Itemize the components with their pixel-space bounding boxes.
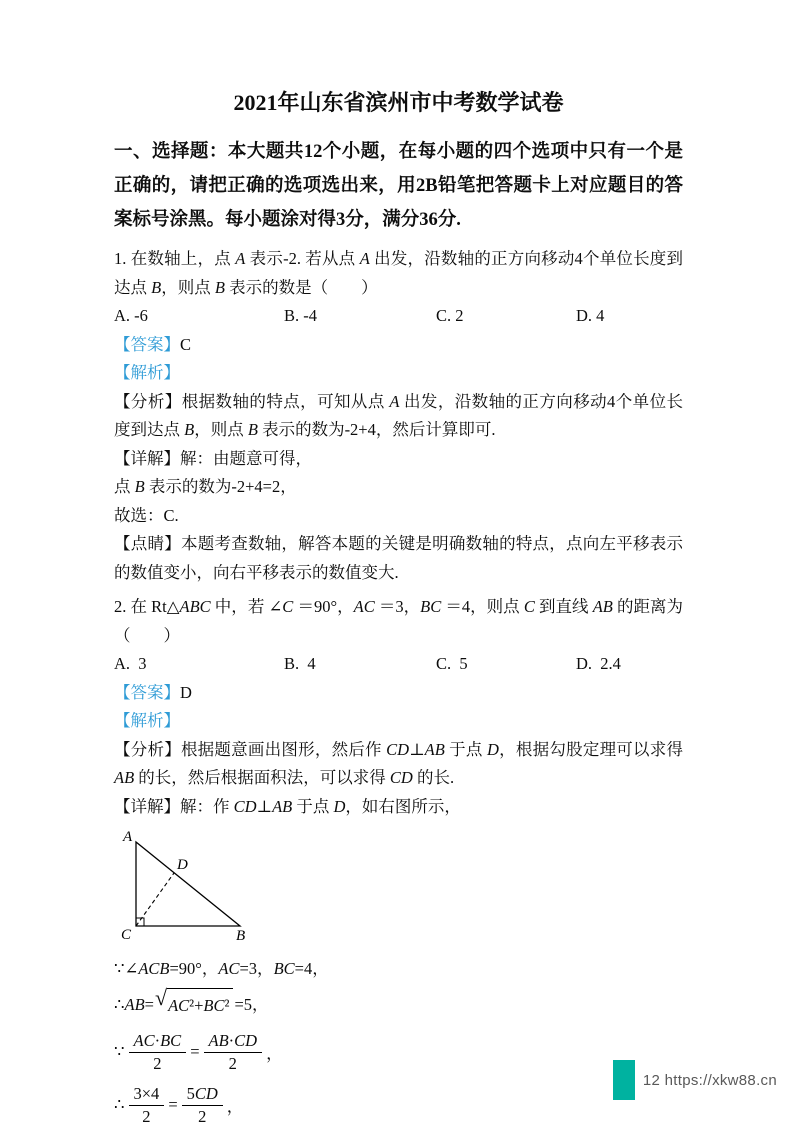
equals-sign: = [168, 1095, 178, 1114]
page-number: 12 [642, 1071, 661, 1089]
page-title: 2021年山东省滨州市中考数学试卷 [233, 90, 564, 115]
q2-fenxi: 【分析】根据题意画出图形，然后作 CD⊥AB 于点 D，根据勾股定理可以求得 AB 的长，然后根据面积法，可以求得 CD 的长. [114, 739, 684, 787]
q2-formula-3 [114, 1029, 683, 1075]
answer-label: 【答案】 [114, 682, 180, 702]
because-sign: ∵ [114, 1042, 125, 1061]
q1-dianjing: 【点睛】本题考查数轴，解答本题的关键是明确数轴的特点，点向左平移表示的数值变小，向右平移表示的数值变大. [114, 534, 683, 582]
q2-xiangjie: 【详解】解：作 CD⊥AB 于点 D，如右图所示， [114, 796, 461, 816]
answer-label: 【答案】 [114, 334, 180, 354]
triangle-outline [136, 842, 240, 926]
q1-fenxi: 【分析】根据数轴的特点，可知从点 A 出发，沿数轴的正方向移动4个单位长度到达点 B，则点 B 表示的数为-2+4，然后计算即可. [114, 391, 684, 439]
jiexi-label: 【解析】 [114, 363, 180, 382]
therefore-sign: ∴ [114, 1095, 125, 1114]
fraction-numerator: AC·BC [129, 1031, 187, 1053]
formula-text: ， [266, 1044, 283, 1063]
equals-sign: = [190, 1042, 200, 1061]
footer-url: https://xkw88.cn [664, 1071, 777, 1089]
q2-option-a: A. 3 [114, 654, 147, 673]
q1-option-c: C. 2 [436, 306, 464, 325]
fraction-denominator: 2 [228, 1053, 237, 1073]
q1-answer-value: C [180, 334, 192, 354]
fraction-numerator: 3×4 [129, 1084, 165, 1106]
q2-formula-1 [114, 954, 683, 984]
fraction [129, 1031, 187, 1074]
q1-jiexi-line [114, 359, 683, 388]
vertex-label-c: C [121, 927, 132, 943]
q2-stem: 2. 在 Rt△ABC 中，若 ∠C ＝90°，AC ＝3，BC ＝4，则点 C 到直线 AB 的距离为（ ） [114, 597, 684, 645]
jiexi-label: 【解析】 [114, 711, 180, 730]
square-root [154, 985, 233, 1022]
q2-jiexi-line [114, 707, 683, 736]
formula-text: =5， [234, 995, 269, 1014]
q1-answer-line [114, 331, 683, 360]
formula-text: ， [226, 1097, 244, 1116]
fraction [182, 1084, 223, 1122]
vertex-label-b: B [236, 928, 246, 943]
q2-formula-2 [114, 985, 683, 1022]
fraction [204, 1031, 263, 1074]
fraction-denominator: 2 [198, 1106, 207, 1122]
q2-option-c: C. 5 [436, 654, 468, 673]
vertex-label-d: D [177, 857, 188, 873]
q1-option-b: B. -4 [284, 306, 317, 325]
q2-formula-4 [114, 1082, 683, 1122]
q1-option-a: A. -6 [114, 306, 148, 325]
fraction-numerator: AB·CD [204, 1031, 263, 1053]
vertex-label-a: A [123, 829, 133, 845]
q2-answer-value: D [180, 682, 192, 702]
footer-color-block [613, 1060, 635, 1100]
formula-text: ∴AB= [114, 995, 154, 1014]
footer-text [643, 1072, 777, 1089]
q1-xiangjie-line-3: 故选：C. [114, 505, 179, 525]
q1-xiangjie-line-2: 点 B 表示的数为-2+4=2， [114, 477, 297, 496]
section-heading: 一、选择题：本大题共12个小题，在每小题的四个选项中只有一个是正确的，请把正确的选项选出来，用2B铅笔把答题卡上对应题目的答案标号涂黑。每小题涂对得3分，满分36分. [114, 142, 683, 230]
fraction-denominator: 2 [142, 1106, 151, 1122]
q1-xiangjie-line-1: 【详解】解：由题意可得， [114, 448, 312, 468]
q2-option-b: B. 4 [284, 654, 316, 673]
radicand: AC²+BC² [167, 988, 233, 1022]
q1-stem: 1. 在数轴上，点 A 表示-2. 若从点 A 出发，沿数轴的正方向移动4个单位长度到达点 B，则点 B 表示的数是（ ） [114, 249, 684, 297]
triangle-diagram [120, 829, 256, 943]
question-1 [114, 245, 683, 587]
q2-options [114, 650, 683, 679]
fraction-denominator: 2 [153, 1053, 162, 1073]
q2-option-d: D. 2.4 [576, 654, 621, 673]
page-footer [613, 1060, 777, 1100]
q1-options [114, 302, 683, 331]
radical-sign: √ [154, 985, 168, 1010]
formula-text: ∵∠ACB=90°，AC=3，BC=4， [114, 959, 329, 978]
q1-option-d: D. 4 [576, 306, 605, 325]
fraction-numerator: 5CD [182, 1084, 223, 1106]
fraction [129, 1084, 165, 1122]
q2-answer-line [114, 679, 683, 708]
question-2 [114, 593, 683, 1122]
q2-diagram-container [120, 829, 683, 948]
